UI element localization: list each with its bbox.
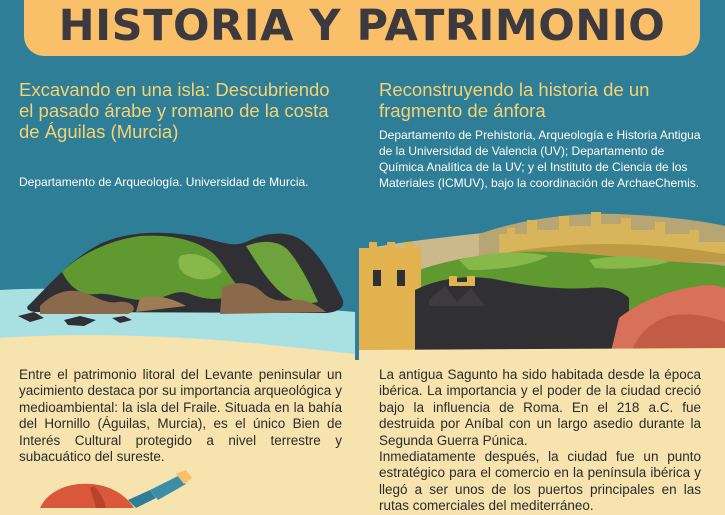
tower-left: [359, 242, 421, 360]
left-article-heading: Excavando en una isla: Descubriendo el pasado árabe y romano de la costa de Águilas (Murcia): [19, 79, 330, 142]
right-article-body-paragraph-2: Inmediatamente después, la ciudad fue un punto estratégico para el comercio en la península ibérica y llegó a ser unos de los puertos principales en las rutas comerciales del mediterráneo.: [379, 449, 701, 514]
left-article-body: Entre el patrimonio litoral del Levante peninsular un yacimiento destaca por su importancia arqueológica y medioambiental: la isla del Fraile. Situada en la bahía del Hornillo (Águilas, Murcia), es el único Bien de Interés Cultural protegido a nivel terrestre y subacuático del sureste.: [19, 367, 342, 465]
right-article-body-paragraph-1: La antigua Sagunto ha sido habitada desde la época ibérica. La importancia y el poder de la ciudad creció bajo la influencia de Roma. En el 218 a.C. fue destruida por Aníbal con un largo asedio durante la Segunda Guerra Púnica.: [379, 367, 701, 448]
excavation-illustration: [0, 470, 200, 508]
right-article-affiliation: Departamento de Prehistoria, Arqueología e Historia Antigua de la Universidad de Valencia (UV); Departamento de Química Analítica de la UV; y el Instituto de Ciencia de los Materiales (ICMUV), bajo la coordinación de ArchaeChemis.: [379, 128, 701, 190]
right-article-body: [379, 367, 701, 515]
sagunto-fortress-illustration: [359, 190, 725, 360]
island-illustration: [0, 228, 355, 360]
page-title: HISTORIA Y PATRIMONIO: [58, 1, 666, 51]
left-article-affiliation: Departamento de Arqueología. Universidad de Murcia.: [19, 175, 309, 189]
title-banner: [24, 0, 700, 56]
right-article-heading: Reconstruyendo la historia de un fragmento de ánfora: [379, 79, 650, 121]
